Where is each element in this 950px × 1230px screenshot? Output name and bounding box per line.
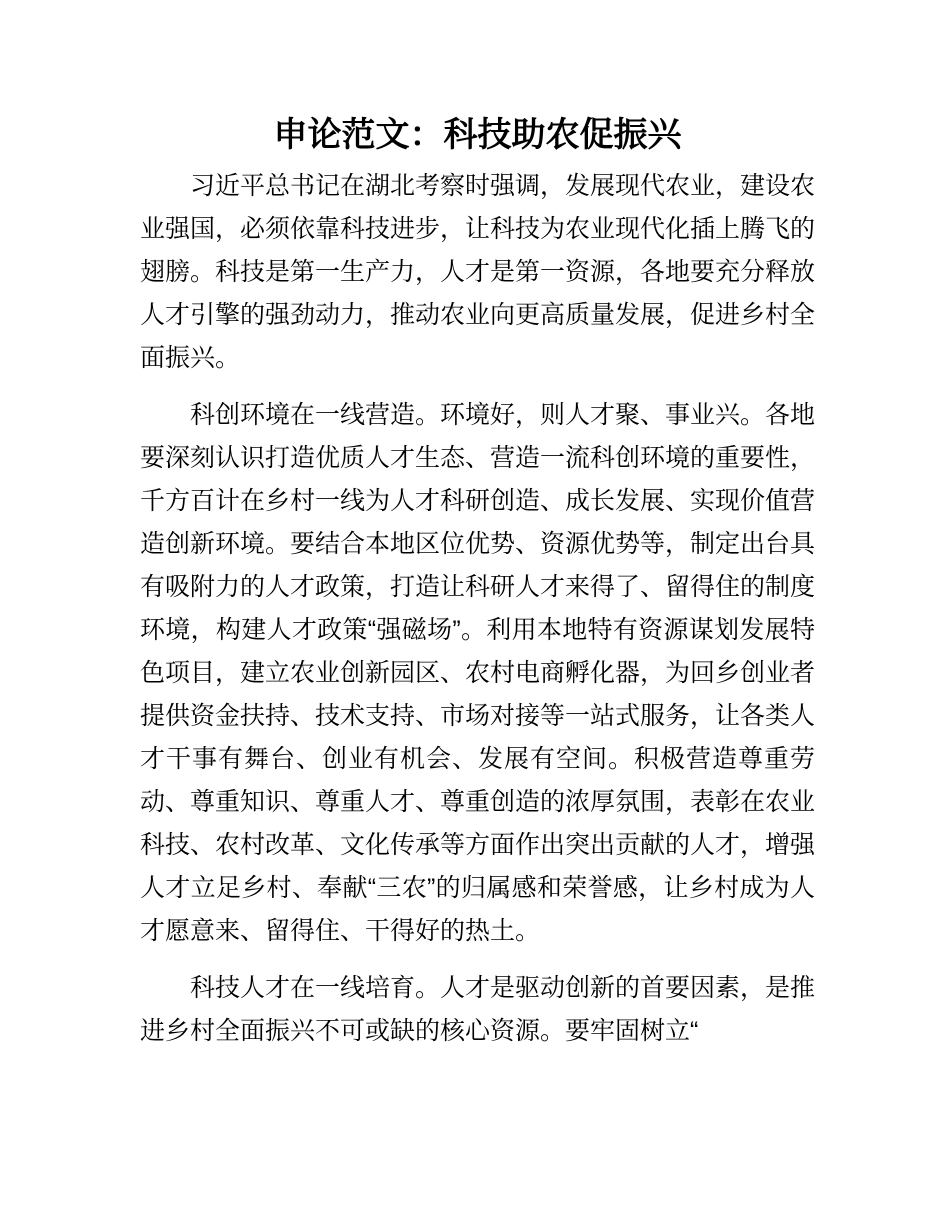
document-title: 申论范文：科技助农促振兴 [273,116,682,154]
paragraph-intro: 习近平总书记在湖北考察时强调，发展现代农业，建设农业强国，必须依靠科技进步，让科技为农业现代化插上腾飞的翅膀。科技是第一生产力，人才是第一资源，各地要充分释放人才引擎的强劲动力，推动农业向更高质量发展，促进乡村全面振兴。 [140,172,816,372]
paragraph-innovation-environment: 科创环境在一线营造。环境好，则人才聚、事业兴。各地要深刻认识打造优质人才生态、营造一流科创环境的重要性，千方百计在乡村一线为人才科研创造、成长发展、实现价值营造创新环境。要结合本地区位优势、资源优势等，制定出台具有吸附力的人才政策，打造让科研人才来得了、留得住的制度环境，构建人才政策“强磁场”。利用本地特有资源谋划发展特色项目，建立农业创新园区、农村电商孵化器，为回乡创业者提供资金扶持、技术支持、市场对接等一站式服务，让各类人才干事有舞台、创业有机会、发展有空间。积极营造尊重劳动、尊重知识、尊重人才、尊重创造的浓厚氛围，表彰在农业科技、农村改革、文化传承等方面作出突出贡献的人才，增强人才立足乡村、奉献“三农”的归属感和荣誉感，让乡村成为人才愿意来、留得住、干得好的热土。 [140,401,816,945]
paragraph-talent-cultivation: 科技人才在一线培育。人才是驱动创新的首要因素，是推进乡村全面振兴不可或缺的核心资源。要牢固树立“ [140,974,816,1045]
